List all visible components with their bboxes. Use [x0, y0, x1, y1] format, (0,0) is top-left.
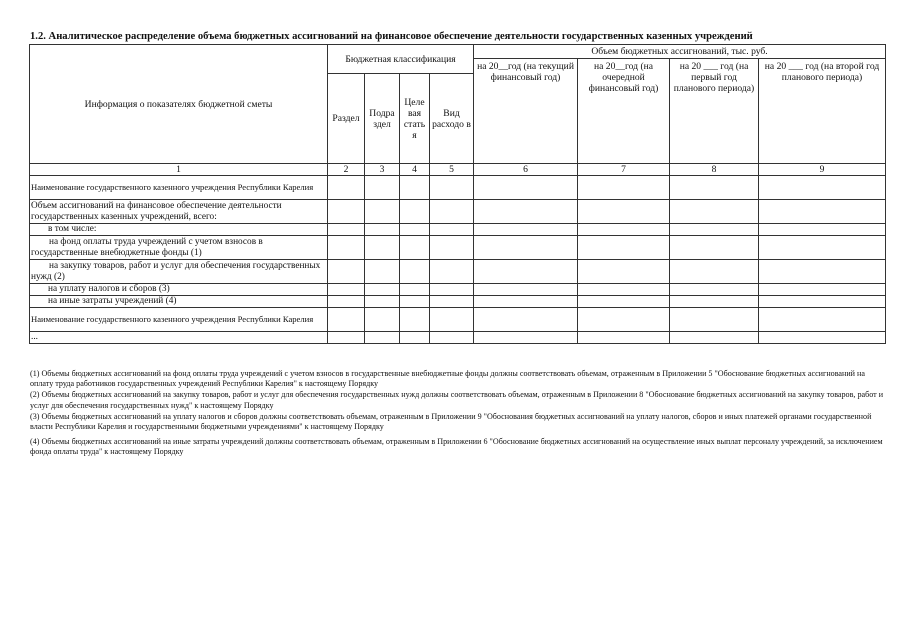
header-budget-classification: Бюджетная классификация	[328, 45, 474, 74]
column-number: 3	[365, 164, 400, 176]
table-row	[30, 200, 886, 224]
page-title: 1.2. Аналитическое распределение объема бюджетных ассигнований на финансовое обеспечение деятельности государственных казенных учреждений	[30, 31, 753, 42]
column-number: 7	[578, 164, 670, 176]
column-number: 2	[328, 164, 365, 176]
header-indicator-info: Информация о показателях бюджетной сметы	[30, 45, 328, 164]
column-number: 1	[30, 164, 328, 176]
header-section: Раздел	[328, 74, 365, 164]
row-label: в том числе:	[30, 224, 328, 236]
header-year-current: на 20__год (на текущий финансовый год)	[474, 59, 578, 164]
table-row	[30, 260, 886, 284]
column-number: 8	[670, 164, 759, 176]
header-year-plan-1: на 20 ___ год (на первый год планового периода)	[670, 59, 759, 164]
table-row	[30, 236, 886, 260]
row-label: Объем ассигнований на финансовое обеспечение деятельности государственных казенных учреждений, всего:	[30, 200, 328, 224]
header-budget-volume: Объем бюджетных ассигнований, тыс. руб.	[474, 45, 886, 59]
table-row	[30, 308, 886, 332]
column-number: 5	[430, 164, 474, 176]
footnote: (4) Объемы бюджетных ассигнований на иные затраты учреждений должны соответствовать объемам, отраженным в Приложении 6 "Обоснование бюджетных ассигнований на осуществление иных выплат персоналу учреждений, за исключением фонда оплаты труда" к настоящему Порядку	[30, 437, 883, 457]
table-row	[30, 176, 886, 200]
table-row	[30, 332, 886, 344]
row-label: на иные затраты учреждений (4)	[30, 296, 328, 308]
header-subsection: Подра здел	[365, 74, 400, 164]
footnote: (2) Объемы бюджетных ассигнований на закупку товаров, работ и услуг для обеспечения государственных нужд должны соответствовать объемам, отраженным в Приложении 8 "Обоснование бюджетных ассигнований на закупку товаров, работ и услуг для обеспечения государственных нужд" к настоящему Порядку	[30, 390, 884, 410]
column-number-row	[30, 164, 886, 176]
column-number: 6	[474, 164, 578, 176]
table-row	[30, 224, 886, 236]
row-label: на уплату налогов и сборов (3)	[30, 284, 328, 296]
header-target-item: Целе вая стать я	[400, 74, 430, 164]
row-label: ...	[30, 332, 328, 344]
header-expense-type: Вид расходо в	[430, 74, 474, 164]
footnote: (1) Объемы бюджетных ассигнований на фонд оплаты труда учреждений с учетом взносов в государственные внебюджетные фонды должны соответствовать объемам, отраженным в Приложении 5 "Обоснование бюджетных ассигнований на оплату труда работников государственных учреждений Республики Карелия" к настоящему Порядку	[30, 369, 865, 389]
table-row	[30, 296, 886, 308]
header-year-plan-2: на 20 ___ год (на второй год планового периода)	[759, 59, 886, 164]
footnote: (3) Объемы бюджетных ассигнований на уплату налогов и сборов должны соответствовать объемам, отраженным в Приложении 9 "Обоснования бюджетных ассигнований на уплату налогов, сборов и иных платежей органами государственной власти Республики Карелия и государственными бюджетными учреждениями" к настоящему Порядку	[30, 411, 872, 432]
budget-allocation-table	[29, 44, 886, 344]
column-number: 9	[759, 164, 886, 176]
row-label: на фонд оплаты труда учреждений с учетом взносов в государственные внебюджетные фонды (1)	[30, 236, 328, 260]
column-number: 4	[400, 164, 430, 176]
row-label: Наименование государственного казенного учреждения Республики Карелия	[30, 176, 328, 200]
header-year-next: на 20__год (на очередной финансовый год)	[578, 59, 670, 164]
row-label: Наименование государственного казенного учреждения Республики Карелия	[30, 308, 328, 332]
row-label: на закупку товаров, работ и услуг для обеспечения государственных нужд (2)	[30, 260, 328, 284]
table-row	[30, 284, 886, 296]
footnotes	[30, 369, 886, 459]
